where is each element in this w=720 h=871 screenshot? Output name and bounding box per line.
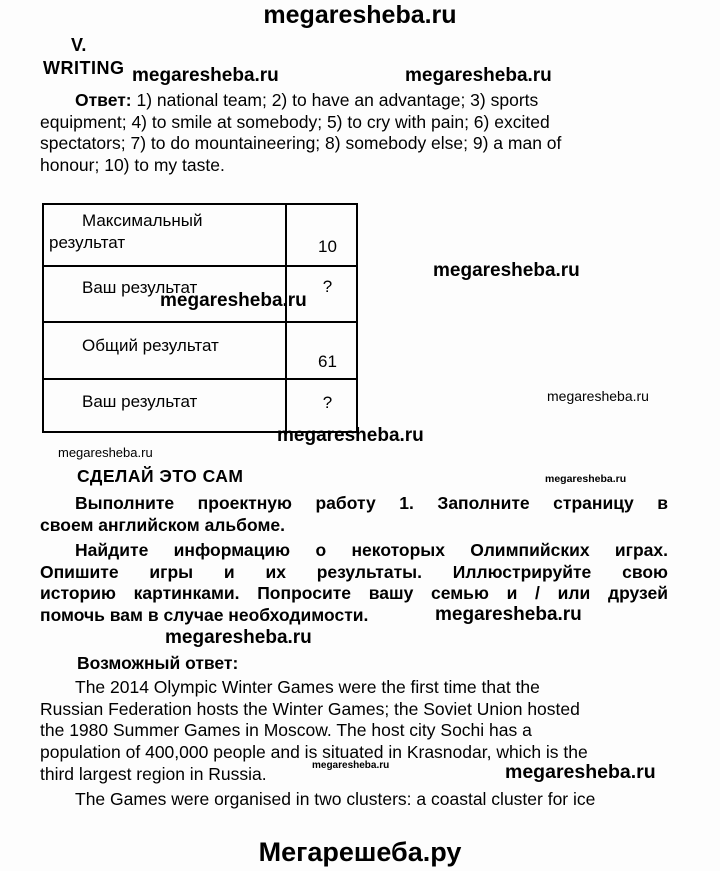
paragraph-line: spectators; 7) to do mountaineering; 8) somebody else; 9) a man of xyxy=(40,133,562,154)
watermark: megaresheba.ru xyxy=(277,425,424,446)
project-task-paragraph xyxy=(40,493,668,536)
paragraph-line xyxy=(40,90,658,112)
paragraph-line: The Games were organised in two clusters: a coastal cluster for ice xyxy=(75,789,596,809)
row-label xyxy=(44,205,287,265)
closing-paragraph xyxy=(40,789,670,811)
watermark: megaresheba.ru xyxy=(58,445,153,460)
row-value: ? xyxy=(322,393,333,412)
paragraph-line: историю картинками. Попросите вашу семью и / или друзей xyxy=(40,583,668,604)
footer-site-title: Мегарешеба.ру xyxy=(258,837,462,867)
row-label-text: Ваш результат xyxy=(82,278,198,297)
watermark: megaresheba.ru xyxy=(545,473,627,485)
site-title-watermark: megaresheba.ru xyxy=(263,1,457,29)
row-value: 61 xyxy=(318,352,337,371)
paragraph-line: The 2014 Olympic Winter Games were the first time that the xyxy=(75,677,540,697)
watermark: megaresheba.ru xyxy=(405,65,552,86)
answer-label: Ответ: xyxy=(75,90,132,110)
watermark: megaresheba.ru xyxy=(312,760,390,771)
paragraph-line: Выполните проектную работу 1. Заполните страницу в xyxy=(75,493,668,513)
table-row xyxy=(44,380,356,431)
row-label xyxy=(44,323,287,378)
possible-answer-heading: Возможный ответ: xyxy=(77,653,239,673)
watermark: megaresheba.ru xyxy=(165,627,312,648)
paragraph-line: Опишите игры и их результаты. Иллюстрируйте свою xyxy=(40,561,668,582)
table-row xyxy=(44,323,356,380)
row-label xyxy=(44,380,287,431)
row-label-text: Максимальный результат xyxy=(49,211,203,252)
watermark: megaresheba.ru xyxy=(547,388,649,404)
paragraph-line: своем английском альбоме. xyxy=(40,514,285,535)
watermark: megaresheba.ru xyxy=(435,604,582,625)
section-title: WRITING xyxy=(43,58,125,78)
results-table xyxy=(42,203,358,433)
row-value: ? xyxy=(322,277,333,296)
answer-first-line: 1) national team; 2) to have an advantage; 3) sports xyxy=(131,90,539,110)
answer-paragraph xyxy=(40,90,658,177)
watermark: megaresheba.ru xyxy=(132,65,279,86)
paragraph-line: population of 400,000 people and is situated in Krasnodar, which is the xyxy=(40,742,588,763)
row-value: 10 xyxy=(318,237,337,256)
table-row xyxy=(44,205,356,267)
paragraph-line: Найдите информацию о некоторых Олимпийских играх. xyxy=(75,540,668,560)
paragraph-line: the 1980 Summer Games in Moscow. The host city Sochi has a xyxy=(40,720,532,741)
paragraph-line: Russian Federation hosts the Winter Games; the Soviet Union hosted xyxy=(40,698,580,719)
paragraph-line: honour; 10) to my taste. xyxy=(40,155,225,176)
watermark: megaresheba.ru xyxy=(505,761,656,783)
section-number: V. xyxy=(71,35,87,55)
watermark: megaresheba.ru xyxy=(160,290,307,311)
row-label-text: Ваш результат xyxy=(82,392,198,411)
diy-heading: СДЕЛАЙ ЭТО САМ xyxy=(77,466,244,486)
row-label-text: Общий результат xyxy=(82,336,219,355)
paragraph-line: equipment; 4) to smile at somebody; 5) to cry with pain; 6) excited xyxy=(40,111,550,132)
paragraph-line: помочь вам в случае необходимости. xyxy=(40,605,369,626)
paragraph-line: third largest region in Russia. xyxy=(40,763,267,784)
watermark: megaresheba.ru xyxy=(433,260,580,281)
